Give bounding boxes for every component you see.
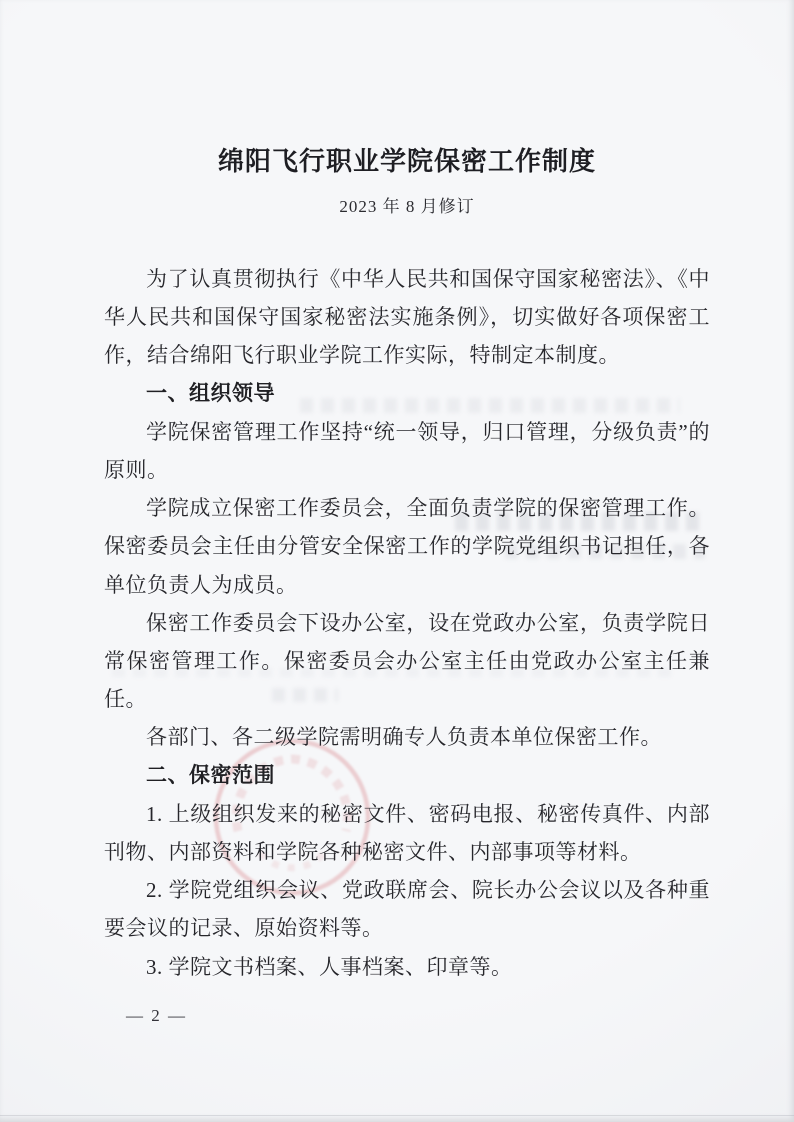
list-item-3: 3. 学院文书档案、人事档案、印章等。	[146, 954, 513, 979]
paragraph: 学院保密管理工作坚持“统一领导，归口管理，分级负责”的原则。	[104, 419, 710, 483]
document-body	[104, 260, 710, 986]
paragraph: 保密工作委员会下设办公室，设在党政办公室，负责学院日常保密管理工作。保密委员会办公室主任由党政办公室主任兼任。	[104, 610, 710, 712]
list-item-2: 2. 学院党组织会议、党政联席会、院长办公会议以及各种重要会议的记录、原始资料等。	[104, 878, 710, 941]
section-heading-1: 一、组织领导	[146, 381, 275, 405]
revision-date: 2023 年 8 月修订	[339, 197, 475, 216]
paragraph: 各部门、各二级学院需明确专人负责本单位保密工作。	[146, 725, 662, 750]
document-title: 绵阳飞行职业学院保密工作制度	[217, 147, 596, 176]
document-content	[104, 0, 710, 986]
paragraph: 学院成立保密工作委员会，全面负责学院的保密管理工作。保密委员会主任由分管安全保密工作的学院党组织书记担任，各单位负责人为成员。	[104, 496, 710, 597]
paragraph-intro: 为了认真贯彻执行《中华人民共和国保守国家秘密法》、《中华人民共和国保守国家秘密法实施条例》，切实做好各项保密工作，结合绵阳飞行职业学院工作实际，特制定本制度。	[104, 267, 710, 368]
page-number: — 2 —	[126, 1006, 187, 1025]
list-item-1: 1. 上级组织发来的秘密文件、密码电报、秘密传真件、内部刊物、内部资料和学院各种秘密文件、内部事项等材料。	[104, 801, 710, 865]
section-heading-2: 二、保密范围	[146, 763, 275, 787]
